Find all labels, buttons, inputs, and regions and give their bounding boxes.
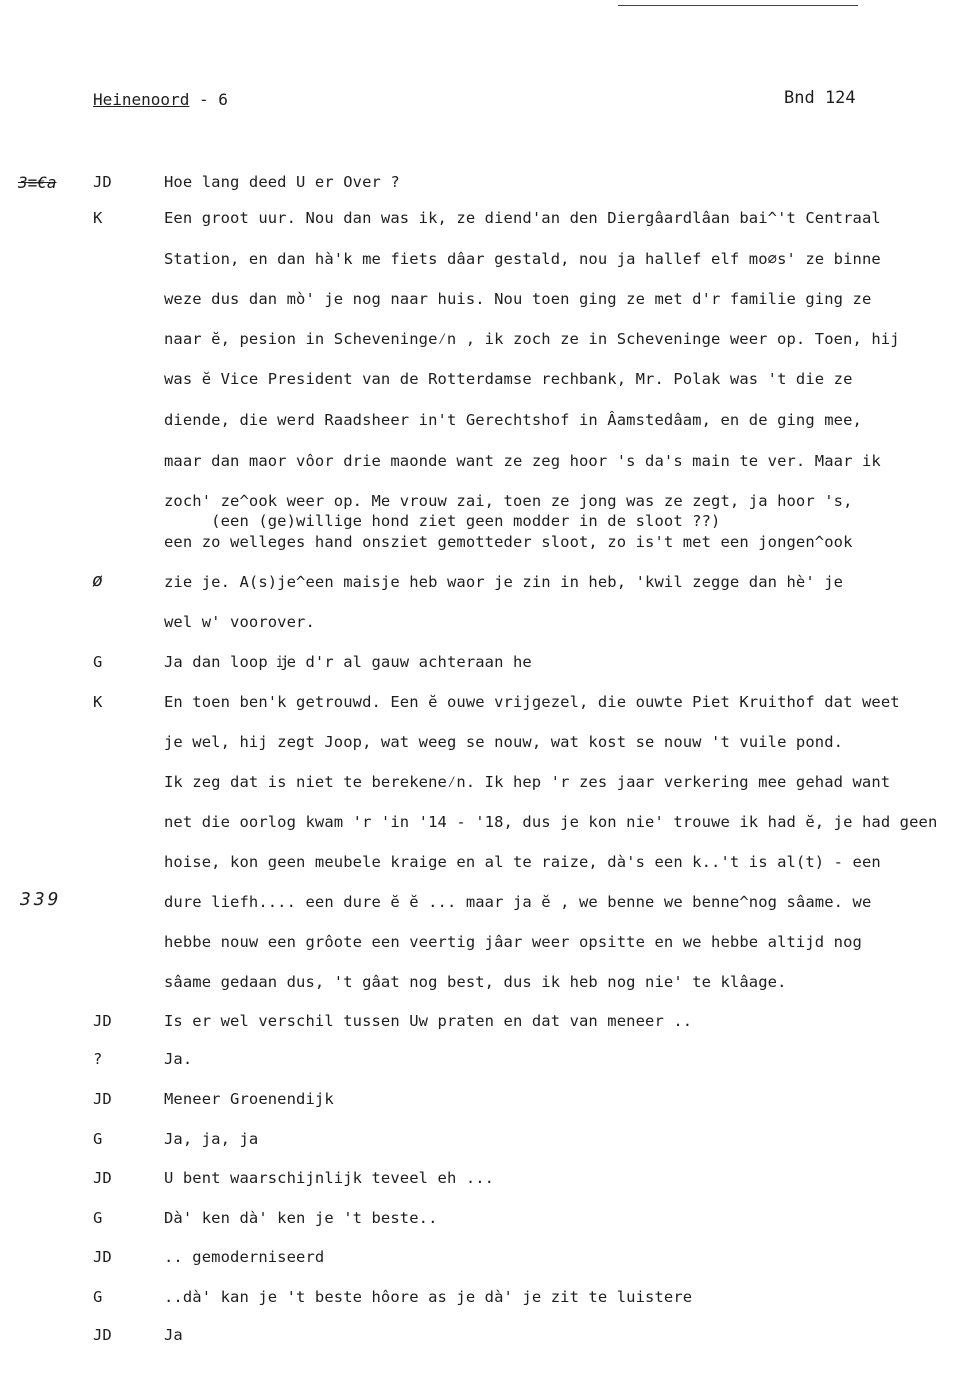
page-header-left [93, 90, 228, 109]
transcript-line: Ja [164, 1326, 183, 1344]
margin-counter-start: 3≡€a [18, 173, 57, 192]
speaker-label: G [93, 1130, 103, 1148]
transcript-line: Ja, ja, ja [164, 1130, 259, 1148]
transcript-line: hoise, kon geen meubele kraige en al te raize, dà's een k..'t is al(t) - een [164, 853, 881, 871]
page-number: - 6 [198, 90, 228, 109]
speaker-label: K [93, 209, 103, 227]
speaker-label: K [93, 693, 103, 711]
transcript-line: maar dan maor vôor drie maonde want ze zeg hoor 's da's main te ver. Maar ik [164, 452, 881, 470]
transcript-line: Een groot uur. Nou dan was ik, ze diend'an den Diergâardlâan bai^'t Centraal [164, 209, 881, 227]
transcript-line: hebbe nouw een grôote een veertig jâar weer opsitte en we hebbe altijd nog [164, 933, 862, 951]
speaker-label: JD [93, 173, 112, 191]
speaker-label: JD [93, 1326, 112, 1344]
transcript-line: een zo welleges hand onsziet gemotteder sloot, zo is't met een jongen^ook [164, 533, 853, 551]
transcript-line: U bent waarschijnlijk teveel eh ... [164, 1169, 495, 1187]
transcript-line: was ĕ Vice President van de Rotterdamse rechbank, Mr. Polak was 't die ze [164, 370, 853, 388]
transcript-line: .. gemoderniseerd [164, 1248, 325, 1266]
transcript-line: Ik zeg dat is niet te berekene⁄n. Ik hep 'r zes jaar verkering mee gehad want [164, 773, 891, 791]
transcript-line: zie je. A(s)je^een maisje heb waor je zin in heb, 'kwil zegge dan hè' je [164, 573, 844, 591]
place-name: Heinenoord [93, 90, 190, 109]
transcript-line: En toen ben'k getrouwd. Een ĕ ouwe vrijgezel, die ouwte Piet Kruithof dat weet [164, 693, 900, 711]
margin-counter-mid: 339 [20, 889, 62, 910]
transcript-line: zoch' ze^ook weer op. Me vrouw zai, toen ze jong was ze zegt, ja hoor 's, [164, 492, 853, 510]
transcript-line: Station, en dan hà'k me fiets dâar gestald, nou ja hallef elf mo∅s' ze binne [164, 250, 881, 268]
transcript-line: naar ĕ, pesion in Scheveninge⁄n , ik zoch ze in Scheveninge weer op. Toen, hij [164, 330, 900, 348]
speaker-label: ? [93, 1050, 103, 1068]
speaker-label: JD [93, 1169, 112, 1187]
transcript-line: wel w' voorover. [164, 613, 315, 631]
transcript-line: ..dà' kan je 't beste hôore as je dà' je zit te luistere [164, 1288, 693, 1306]
transcript-line: je wel, hij zegt Joop, wat weeg se nouw, wat kost se nouw 't vuile pond. [164, 733, 844, 751]
transcript-line: Hoe lang deed U er Over ? [164, 173, 400, 191]
transcript-line: weze dus dan mò' je nog naar huis. Nou toen ging ze met d'r familie ging ze [164, 290, 872, 308]
transcript-line: net die oorlog kwam 'r 'in '14 - '18, dus je kon nie' trouwe ik had ĕ, je had geen [164, 813, 938, 831]
speaker-label: JD [93, 1248, 112, 1266]
speaker-label: JD [93, 1012, 112, 1030]
transcript-line: Ja. [164, 1050, 193, 1068]
speaker-label: G [93, 1288, 103, 1306]
transcript-line: dure liefh.... een dure ĕ ĕ ... maar ja ĕ , we benne we benne^nog sâame. we [164, 893, 872, 911]
top-rule [618, 5, 858, 6]
transcript-line: Is er wel verschil tussen Uw praten en dat van meneer .. [164, 1012, 693, 1030]
speaker-label: G [93, 653, 103, 671]
speaker-label: G [93, 1209, 103, 1227]
transcript-line: sâame gedaan dus, 't gâat nog best, dus ik heb nog nie' te klâage. [164, 973, 787, 991]
margin-symbol: ø [92, 570, 103, 591]
transcript-line: Ja dan loop ĳe d'r al gauw achteraan he [164, 653, 532, 671]
transcript-line: diende, die werd Raadsheer in't Gerechtshof in Âamstedâam, en de ging mee, [164, 411, 862, 429]
transcript-line: Dà' ken dà' ken je 't beste.. [164, 1209, 438, 1227]
transcript-line: (een (ge)willige hond ziet geen modder in de sloot ??) [164, 512, 721, 530]
transcript-line: Meneer Groenendijk [164, 1090, 334, 1108]
band-number: Bnd 124 [784, 88, 856, 108]
speaker-label: JD [93, 1090, 112, 1108]
